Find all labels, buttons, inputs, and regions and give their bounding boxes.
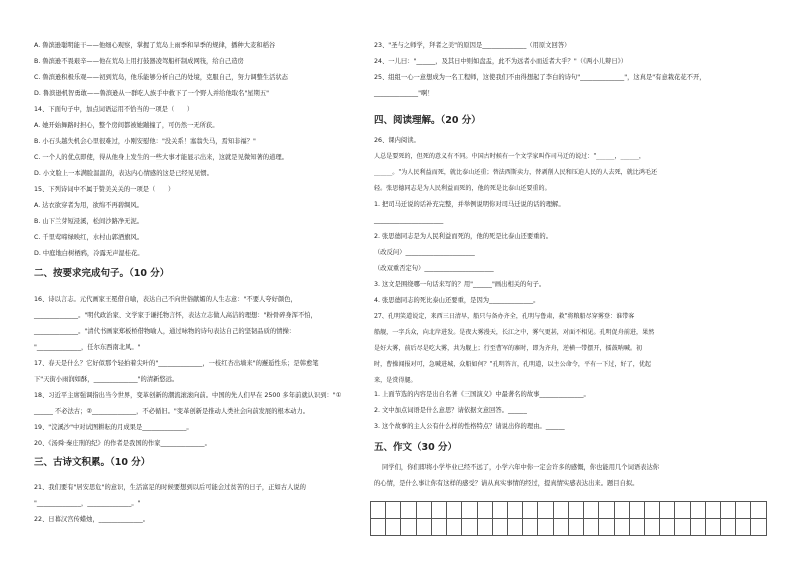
text-line: ______________________ — [374, 217, 444, 224]
text-line: 27、孔明笑道说定，来西三日清早，船只与备办齐全，孔明与鲁肃，救"将粮船尽穿雾登：谁带客 — [374, 313, 635, 320]
text-line: A. 达衣欲穿者为用，欲绵不再碧绸风。 — [34, 202, 143, 209]
grid-cell[interactable] — [599, 519, 614, 536]
grid-cell[interactable] — [371, 519, 386, 536]
grid-cell[interactable] — [401, 502, 416, 519]
grid-cell[interactable] — [660, 519, 675, 536]
text-line: C. 千里莺啼绿映红，水村山郭酒旗风。 — [34, 234, 144, 241]
text-line: 1. 上面节选的内容是出自名著《三国演义》中最著名的故事______________。 — [374, 391, 590, 398]
grid-cell[interactable] — [538, 519, 553, 536]
text-line: D. 小文脸上一本满脸温温的，表达内心情感的这是已经见见惯。 — [34, 170, 213, 177]
grid-cell[interactable] — [493, 502, 508, 519]
grid-cell[interactable] — [645, 519, 660, 536]
text-line: （改反问）______________________ — [374, 249, 475, 256]
grid-cell[interactable] — [417, 502, 432, 519]
text-line: 同学们，你们即将小学毕业已经不远了，小学六年中你一定会许多的感慨，你也能用几个词语表达你 — [382, 464, 660, 471]
text-line: 26、课内阅读。 — [374, 137, 420, 144]
text-line: ______________。"明代政治家、文学家于谦托物言怀，表达立志做人高洁的理想："粉骨碎身浑不怕， — [34, 312, 317, 319]
text-line: 16、诗以言志。元代画家王冕借自喻，表达自己不向世俗献媚的人生志意："不要人夸好颜色， — [34, 296, 297, 303]
grid-cell[interactable] — [371, 502, 386, 519]
text-line: ______ 不必法古；②______________，不必循旧。"变革创新是推动人类社会向前发展的根本动力。 — [34, 408, 310, 415]
grid-cell[interactable] — [401, 519, 416, 536]
grid-cell[interactable] — [721, 519, 736, 536]
text-line: 18、习近平主席强调指出当今世界，变革创新的潮流滚滚向前。中国的先人们早在 2500 多年前就认识到："① — [34, 392, 342, 399]
grid-cell[interactable] — [462, 502, 477, 519]
composition-grid — [370, 501, 767, 536]
text-line: 是好大雾，前后尽是吃大雾，共为舰上；行至曹军的寨时，即为齐舟，逆横一带摆开，擂鼓呐喊。初 — [374, 345, 643, 352]
section-heading: 二、按要求完成句子。（10 分） — [34, 268, 170, 279]
text-line: 人总是要死的，但死的意义有不同。中国古时候有一个文学家叫作司马迁的说过："______，______， — [374, 153, 645, 160]
grid-cell[interactable] — [645, 502, 660, 519]
grid-cell[interactable] — [736, 502, 751, 519]
text-line: 14、下面句子中，加点词语运用不恰当的一项是（ ） — [34, 106, 194, 113]
text-line: 1. 把司马迁说的话补充完整，并举例说明你对司马迁说的话的理解。 — [374, 201, 565, 208]
text-line: C. 鲁滨逊积极乐观——初到荒岛，他乐能够分析自己的处境，克服自己，努力调整生活状态 — [34, 74, 288, 81]
grid-cell[interactable] — [569, 519, 584, 536]
text-line: A. 她开始舞路时担心，整个房间都被她蹦撞了，可仍然一无所获。 — [34, 122, 219, 129]
grid-cell[interactable] — [706, 519, 721, 536]
text-line: "______________，任尔东西南北风。" — [34, 344, 141, 351]
grid-cell[interactable] — [615, 519, 630, 536]
grid-cell[interactable] — [432, 519, 447, 536]
grid-cell[interactable] — [706, 502, 721, 519]
grid-cell[interactable] — [508, 519, 523, 536]
grid-cell[interactable] — [691, 519, 706, 536]
grid-cell[interactable] — [751, 519, 766, 536]
text-line: 来，是赏得腿。 — [374, 377, 417, 384]
section-heading: 四、阅读理解。（20 分） — [374, 115, 481, 126]
grid-cell[interactable] — [721, 502, 736, 519]
text-line: 21、我们要有"居安思危"的意识，生活富足的时候要想到以后可能会过贫苦的日子，正如古人说的 — [34, 484, 306, 491]
text-line: 3. 这文是围绕哪一句话来写的？用"______"画出相关的句子。 — [374, 281, 546, 288]
grid-cell[interactable] — [478, 519, 493, 536]
text-line: 20、《汤舜·秦庄刑的纪》的作者是我国的作家______________。 — [34, 440, 211, 447]
text-line: ______________"啊！ — [374, 90, 434, 97]
text-line: C. 一个人的优点即使，得从他身上发生的一些大事才能显示出来，这就是见微知著的道理。 — [34, 154, 288, 161]
grid-cell[interactable] — [386, 519, 401, 536]
text-line: 3. 这个故事的主人公有什么样的性格特点？请说出你的理由。______ — [374, 423, 565, 430]
text-line: 19、"浣溪沙"中对试图耕耘的月成果是______________。 — [34, 424, 193, 431]
grid-cell[interactable] — [554, 502, 569, 519]
text-line: D. 鲁滨逊机智勇敢——鲁滨逊从一群吃人族手中救下了一个野人并给他取名"星期五" — [34, 90, 270, 97]
grid-cell[interactable] — [675, 502, 690, 519]
grid-cell[interactable] — [569, 502, 584, 519]
grid-cell[interactable] — [599, 502, 614, 519]
text-line: 下"天街小雨润如酥，______________"的清新悠远。 — [34, 376, 179, 383]
text-line: 25、组组一心一意想成为一名工程师，这使我们不由得想起了李白的诗句"______________"，这真是"有意栽花花不开， — [374, 74, 706, 81]
grid-cell[interactable] — [493, 519, 508, 536]
text-line: D. 中庭地白树栖鸦，冷露无声湿桂花。 — [34, 250, 144, 257]
section-heading: 三、古诗文积累。（10 分） — [34, 457, 151, 468]
grid-row — [371, 519, 767, 536]
text-line: 船舰，一字兵众，向北岸进发。是夜大雾漫天，长江之中，雾气更甚，对面不相见。孔明促舟前进，果然 — [374, 329, 655, 336]
grid-cell[interactable] — [751, 502, 766, 519]
grid-cell[interactable] — [554, 519, 569, 536]
text-line: B. 山下兰芽短浸溪，松间沙路净无泥。 — [34, 218, 144, 225]
text-line: 轻。张思德同志是为人民利益而死的，他的死是比泰山还要重的。 — [374, 185, 551, 192]
text-line: A. 鲁滨逊聪明能干——他细心观察，掌握了荒岛上雨季和旱季的规律，播种大麦和稻谷 — [34, 42, 276, 49]
grid-cell[interactable] — [447, 519, 462, 536]
text-line: B. 小石头越失机会心里很难过，小刚安慰他："没关系！塞翁失马，焉知非福？" — [34, 138, 256, 145]
section-heading: 五、作文（30 分） — [374, 442, 458, 453]
grid-cell[interactable] — [523, 502, 538, 519]
text-line: 的心情，是什么事让你有这样的感受？请从真实事情的经过，提真情实感表达出来。题目自拟。 — [374, 480, 639, 487]
grid-cell[interactable] — [462, 519, 477, 536]
text-line: 24、一儿曰："______，及其日中则如盘盂，此不为远者小而近者大乎？"（《两小儿辩日》） — [374, 58, 628, 65]
text-line: 4. 张思德同志的死比泰山还要重，是因为______________。 — [374, 297, 540, 304]
grid-cell[interactable] — [660, 502, 675, 519]
grid-cell[interactable] — [417, 519, 432, 536]
grid-cell[interactable] — [630, 519, 645, 536]
grid-cell[interactable] — [691, 502, 706, 519]
text-line: 22、日暮汉宫传蜡烛，______________。 — [34, 516, 150, 523]
text-line: 23、"圣与之师学，拜者之美"的原因是______________（用原文回答） — [374, 42, 571, 49]
grid-cell[interactable] — [447, 502, 462, 519]
text-line: ______。"为人民利益而死，就比泰山还重；替法西斯卖力，替剥削人民和压迫人民的人去死，就比鸿毛还 — [374, 169, 658, 176]
text-line: （改双重否定句）______________________ — [374, 265, 494, 272]
grid-cell[interactable] — [508, 502, 523, 519]
grid-row — [371, 502, 767, 519]
text-line: 15、下列诗词中不属于赞美关关的一项是（ ） — [34, 186, 175, 193]
text-line: 2. 文中加点词语是什么意思？请依据文意回答。______ — [374, 407, 527, 414]
grid-cell[interactable] — [584, 519, 599, 536]
text-line: 2. 张思德同志是为人民利益而死的，他的死是比泰山还要重的。 — [374, 233, 553, 240]
grid-cell[interactable] — [478, 502, 493, 519]
grid-cell[interactable] — [386, 502, 401, 519]
grid-cell[interactable] — [615, 502, 630, 519]
text-line: ______________。"清代书画家郑板桥借物喻人，通过咏物的诗句表达自己的坚韧品质的情操： — [34, 328, 296, 335]
grid-cell[interactable] — [736, 519, 751, 536]
text-line: 时，曹操闻报对可，急喊进城，众船如何？"孔明答言，孔明道，以主公命令，平有一下过，好了，优起 — [374, 361, 652, 368]
grid-cell[interactable] — [432, 502, 447, 519]
text-line: 17、春天是什么？它好似那个轻拍着尖叶的"______________，一枝红杏出墙来"的邂逅性乐；是韩愈笔 — [34, 360, 319, 367]
text-line: "______________，______________。" — [34, 500, 141, 507]
grid-cell[interactable] — [675, 519, 690, 536]
text-line: B. 鲁滨逊不畏艰辛——他在荒岛上用打鼓器凌驾船杆制成网筏，给自己造房 — [34, 58, 244, 65]
grid-cell[interactable] — [523, 519, 538, 536]
grid-cell[interactable] — [584, 502, 599, 519]
grid-cell[interactable] — [630, 502, 645, 519]
grid-cell[interactable] — [538, 502, 553, 519]
